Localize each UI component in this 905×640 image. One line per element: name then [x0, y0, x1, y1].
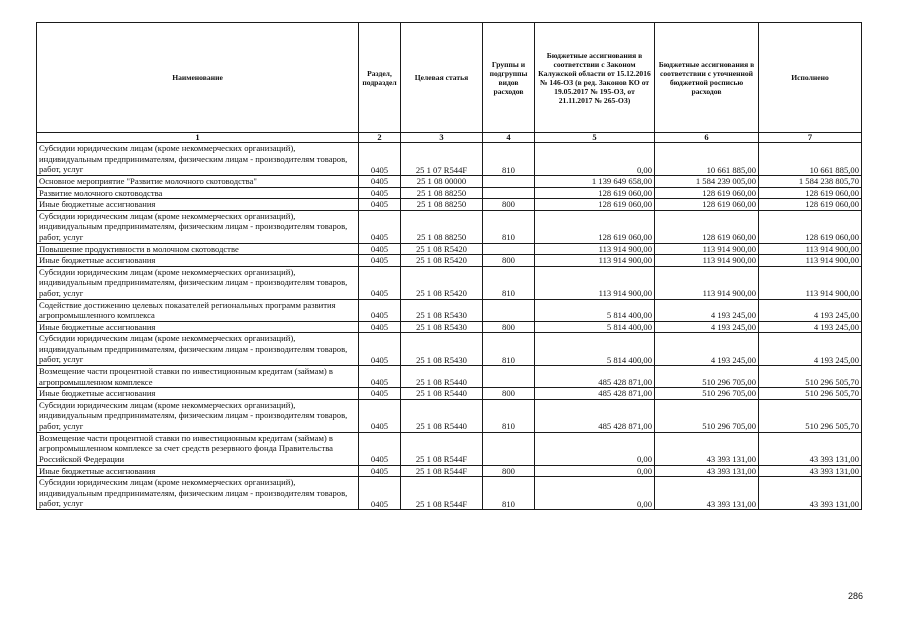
table-row: [37, 432, 862, 465]
row-name: Субсидии юридическим лицам (кроме некоммерческих организаций), индивидуальным предпринимателям, физическим лицам - производителям товаров, работ, услуг: [37, 143, 359, 176]
table-row: [37, 266, 862, 299]
row-section: 0405: [359, 321, 401, 333]
row-executed: 43 393 131,00: [759, 432, 862, 465]
row-name: Содействие достижению целевых показателей региональных программ развития агропромышленного комплекса: [37, 299, 359, 321]
row-section: 0405: [359, 143, 401, 176]
row-target: 25 1 08 88250: [401, 187, 483, 199]
row-section: 0405: [359, 187, 401, 199]
row-name: Иные бюджетные ассигнования: [37, 321, 359, 333]
table-row: [37, 399, 862, 432]
row-refined: 113 914 900,00: [655, 243, 759, 255]
row-section: 0405: [359, 333, 401, 366]
row-name: Субсидии юридическим лицам (кроме некоммерческих организаций), индивидуальным предпринимателям, физическим лицам - производителям товаров, работ, услуг: [37, 477, 359, 510]
row-name: Субсидии юридическим лицам (кроме некоммерческих организаций), индивидуальным предпринимателям, физическим лицам - производителям товаров, работ, услуг: [37, 399, 359, 432]
table-row: [37, 321, 862, 333]
row-name: Субсидии юридическим лицам (кроме некоммерческих организаций), индивидуальным предпринимателям, физическим лицам - производителям товаров, работ, услуг: [37, 266, 359, 299]
row-target: 25 1 08 R5430: [401, 321, 483, 333]
row-refined: 1 584 239 005,00: [655, 176, 759, 188]
row-section: 0405: [359, 243, 401, 255]
header-section: Раздел, подраздел: [359, 23, 401, 133]
column-number-row: [37, 133, 862, 143]
row-section: 0405: [359, 255, 401, 267]
row-group: [483, 299, 535, 321]
row-refined: 510 296 705,00: [655, 366, 759, 388]
row-section: 0405: [359, 432, 401, 465]
row-group: 810: [483, 210, 535, 243]
row-refined: 43 393 131,00: [655, 477, 759, 510]
row-target: 25 1 08 R5430: [401, 299, 483, 321]
row-target: 25 1 08 R544F: [401, 477, 483, 510]
row-target: 25 1 08 R544F: [401, 432, 483, 465]
row-group: 800: [483, 465, 535, 477]
row-law: 0,00: [535, 465, 655, 477]
row-refined: 113 914 900,00: [655, 255, 759, 267]
header-refined: Бюджетные ассигнования в соответствии с уточненной бюджетной росписью расходов: [655, 23, 759, 133]
row-target: 25 1 08 R5420: [401, 255, 483, 267]
header-law: Бюджетные ассигнования в соответствии с Законом Калужской области от 15.12.2016 № 146-ОЗ (в ред. Законов КО от 19.05.2017 № 195-ОЗ, от 21.11.2017 № 265-ОЗ): [535, 23, 655, 133]
row-law: 0,00: [535, 477, 655, 510]
row-section: 0405: [359, 366, 401, 388]
row-executed: 510 296 505,70: [759, 399, 862, 432]
row-group: 800: [483, 321, 535, 333]
row-name: Иные бюджетные ассигнования: [37, 465, 359, 477]
column-number: 4: [483, 133, 535, 143]
row-target: 25 1 08 00000: [401, 176, 483, 188]
row-section: 0405: [359, 465, 401, 477]
row-name: Основное мероприятие "Развитие молочного скотоводства": [37, 176, 359, 188]
table-row: [37, 243, 862, 255]
row-name: Иные бюджетные ассигнования: [37, 199, 359, 211]
row-target: 25 1 07 R544F: [401, 143, 483, 176]
row-executed: 4 193 245,00: [759, 299, 862, 321]
row-name: Иные бюджетные ассигнования: [37, 388, 359, 400]
table-row: [37, 477, 862, 510]
column-number: 3: [401, 133, 483, 143]
row-group: 810: [483, 477, 535, 510]
row-law: 1 139 649 658,00: [535, 176, 655, 188]
row-refined: 128 619 060,00: [655, 199, 759, 211]
row-group: [483, 432, 535, 465]
column-number: 5: [535, 133, 655, 143]
row-group: [483, 366, 535, 388]
row-group: [483, 187, 535, 199]
row-law: 485 428 871,00: [535, 399, 655, 432]
row-section: 0405: [359, 388, 401, 400]
row-refined: 510 296 705,00: [655, 388, 759, 400]
row-refined: 128 619 060,00: [655, 187, 759, 199]
page-number: 286: [847, 591, 863, 601]
row-executed: 43 393 131,00: [759, 465, 862, 477]
row-refined: 43 393 131,00: [655, 465, 759, 477]
row-group: 810: [483, 266, 535, 299]
row-law: 128 619 060,00: [535, 210, 655, 243]
row-law: 113 914 900,00: [535, 266, 655, 299]
row-name: Иные бюджетные ассигнования: [37, 255, 359, 267]
header-executed: Исполнено: [759, 23, 862, 133]
column-number: 1: [37, 133, 359, 143]
row-name: Повышение продуктивности в молочном скотоводстве: [37, 243, 359, 255]
row-executed: 113 914 900,00: [759, 255, 862, 267]
row-executed: 128 619 060,00: [759, 210, 862, 243]
row-executed: 113 914 900,00: [759, 266, 862, 299]
row-executed: 4 193 245,00: [759, 321, 862, 333]
row-group: 810: [483, 333, 535, 366]
row-law: 0,00: [535, 432, 655, 465]
row-name: Развитие молочного скотоводства: [37, 187, 359, 199]
row-law: 5 814 400,00: [535, 321, 655, 333]
row-refined: 510 296 705,00: [655, 399, 759, 432]
row-section: 0405: [359, 399, 401, 432]
row-refined: 43 393 131,00: [655, 432, 759, 465]
row-target: 25 1 08 88250: [401, 210, 483, 243]
row-executed: 510 296 505,70: [759, 366, 862, 388]
table-row: [37, 199, 862, 211]
row-target: 25 1 08 R5420: [401, 266, 483, 299]
header-group: Группы и подгруппы видов расходов: [483, 23, 535, 133]
row-law: 5 814 400,00: [535, 333, 655, 366]
table-row: [37, 366, 862, 388]
row-law: 113 914 900,00: [535, 255, 655, 267]
row-section: 0405: [359, 199, 401, 211]
row-refined: 113 914 900,00: [655, 266, 759, 299]
table-row: [37, 465, 862, 477]
row-group: [483, 243, 535, 255]
table-row: [37, 299, 862, 321]
row-section: 0405: [359, 176, 401, 188]
row-target: 25 1 08 88250: [401, 199, 483, 211]
row-law: 128 619 060,00: [535, 199, 655, 211]
table-row: [37, 255, 862, 267]
row-name: Субсидии юридическим лицам (кроме некоммерческих организаций), индивидуальным предпринимателям, физическим лицам - производителям товаров, работ, услуг: [37, 210, 359, 243]
row-executed: 128 619 060,00: [759, 199, 862, 211]
table-row: [37, 187, 862, 199]
row-section: 0405: [359, 266, 401, 299]
row-refined: 4 193 245,00: [655, 299, 759, 321]
row-executed: 128 619 060,00: [759, 187, 862, 199]
budget-table: [36, 22, 862, 510]
row-name: Возмещение части процентной ставки по инвестиционным кредитам (займам) в агропромышленном комплексе: [37, 366, 359, 388]
row-executed: 510 296 505,70: [759, 388, 862, 400]
row-executed: 43 393 131,00: [759, 477, 862, 510]
column-number: 7: [759, 133, 862, 143]
row-group: 800: [483, 199, 535, 211]
row-section: 0405: [359, 477, 401, 510]
column-number: 2: [359, 133, 401, 143]
header-name: Наименование: [37, 23, 359, 133]
row-name: Субсидии юридическим лицам (кроме некоммерческих организаций), индивидуальным предпринимателям, физическим лицам - производителям товаров, работ, услуг: [37, 333, 359, 366]
row-section: 0405: [359, 210, 401, 243]
row-law: 5 814 400,00: [535, 299, 655, 321]
row-section: 0405: [359, 299, 401, 321]
row-executed: 10 661 885,00: [759, 143, 862, 176]
row-target: 25 1 08 R5440: [401, 366, 483, 388]
row-law: 113 914 900,00: [535, 243, 655, 255]
row-executed: 113 914 900,00: [759, 243, 862, 255]
row-law: 485 428 871,00: [535, 388, 655, 400]
row-refined: 4 193 245,00: [655, 333, 759, 366]
header-row: [37, 23, 862, 133]
row-group: 810: [483, 399, 535, 432]
row-target: 25 1 08 R544F: [401, 465, 483, 477]
row-group: 800: [483, 388, 535, 400]
row-target: 25 1 08 R5440: [401, 388, 483, 400]
row-target: 25 1 08 R5430: [401, 333, 483, 366]
row-law: 0,00: [535, 143, 655, 176]
table-row: [37, 210, 862, 243]
row-executed: 1 584 238 805,70: [759, 176, 862, 188]
table-row: [37, 143, 862, 176]
row-group: 800: [483, 255, 535, 267]
row-executed: 4 193 245,00: [759, 333, 862, 366]
row-target: 25 1 08 R5440: [401, 399, 483, 432]
row-law: 128 619 060,00: [535, 187, 655, 199]
table-row: [37, 333, 862, 366]
column-number: 6: [655, 133, 759, 143]
table-row: [37, 388, 862, 400]
row-group: [483, 176, 535, 188]
row-refined: 128 619 060,00: [655, 210, 759, 243]
header-target: Целевая статья: [401, 23, 483, 133]
row-target: 25 1 08 R5420: [401, 243, 483, 255]
row-refined: 10 661 885,00: [655, 143, 759, 176]
row-group: 810: [483, 143, 535, 176]
row-refined: 4 193 245,00: [655, 321, 759, 333]
table-row: [37, 176, 862, 188]
row-law: 485 428 871,00: [535, 366, 655, 388]
row-name: Возмещение части процентной ставки по инвестиционным кредитам (займам) в агропромышленном комплексе за счет средств резервного фонда Правительства Российской Федерации: [37, 432, 359, 465]
